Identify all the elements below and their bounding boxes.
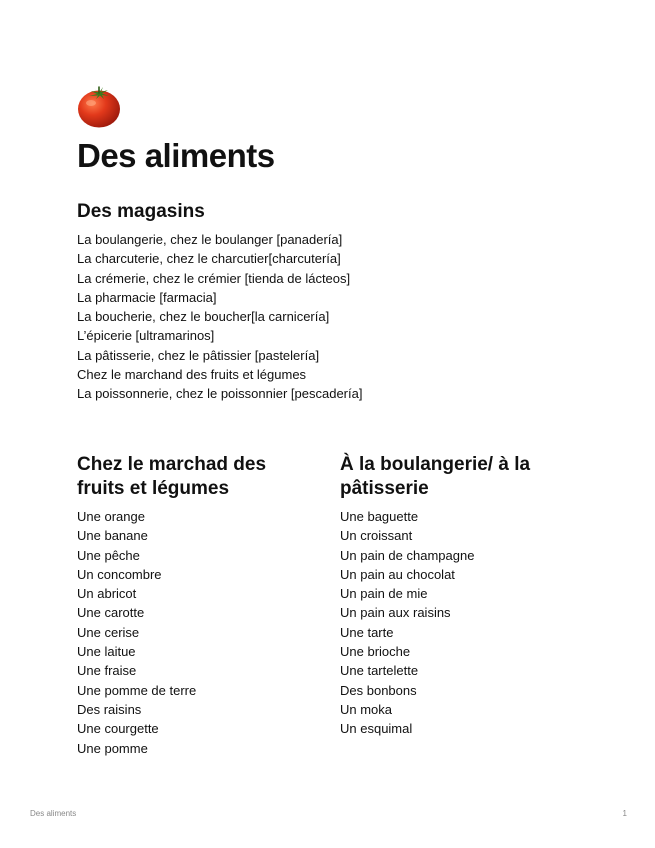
list-item: Une carotte <box>77 605 145 621</box>
list-item: Un moka <box>340 701 393 717</box>
tomato-icon <box>77 85 123 129</box>
fruits-heading-line2: fruits et légumes <box>77 478 230 499</box>
list-item: Un pain aux raisins <box>340 605 451 621</box>
list-item: La charcuterie, chez le charcutier[charcutería] <box>77 251 341 267</box>
list-item: Une pomme de terre <box>77 682 197 698</box>
list-item: Une orange <box>77 509 145 524</box>
fruits-heading-line1: Chez le marchad des <box>77 454 267 475</box>
list-item: Une banane <box>77 528 148 544</box>
fruits-list <box>77 507 317 758</box>
fruits-heading <box>77 453 317 501</box>
footer-document-title: Des aliments <box>30 809 77 818</box>
list-item: Un concombre <box>77 566 162 582</box>
list-item: Une laitue <box>77 644 136 660</box>
shops-heading: Des magasins <box>77 201 205 222</box>
list-item: La boucherie, chez le boucher[la carnicería] <box>77 309 330 325</box>
list-item: Des bonbons <box>340 682 417 698</box>
list-item: Une fraise <box>77 663 137 679</box>
list-item: Un pain de champagne <box>340 547 475 563</box>
list-item: Un abricot <box>77 586 137 602</box>
list-item: L’épicerie [ultramarinos] <box>77 328 215 344</box>
shops-section <box>77 200 597 404</box>
page-title: Des aliments <box>77 137 275 174</box>
list-item: Une brioche <box>340 644 411 660</box>
bakery-heading-line1: À la boulangerie/ à la <box>340 454 531 475</box>
list-item: La crémerie, chez le crémier [tienda de lácteos] <box>77 270 351 286</box>
list-item: Une pomme <box>77 740 148 756</box>
list-item: La poissonnerie, chez le poissonnier [pescadería] <box>77 386 363 402</box>
bakery-section <box>340 453 580 739</box>
list-item: Un croissant <box>340 528 413 544</box>
list-item: Un pain au chocolat <box>340 566 455 582</box>
list-item: Une baguette <box>340 509 419 524</box>
list-item: Une cerise <box>77 624 140 640</box>
shops-list <box>77 230 597 404</box>
list-item: Une tartelette <box>340 663 419 679</box>
list-item: Des raisins <box>77 701 142 717</box>
list-item: Une tarte <box>340 624 394 640</box>
list-item: Une courgette <box>77 721 159 737</box>
list-item: La pharmacie [farmacia] <box>77 289 217 305</box>
bakery-heading <box>340 453 580 501</box>
list-item: Une pêche <box>77 547 140 563</box>
list-item: Chez le marchand des fruits et légumes <box>77 367 307 383</box>
bakery-list <box>340 507 580 739</box>
footer-page-number: 1 <box>622 809 627 818</box>
list-item: Un esquimal <box>340 721 413 737</box>
list-item: Un pain de mie <box>340 586 428 602</box>
list-item: La pâtisserie, chez le pâtissier [pastelería] <box>77 347 320 363</box>
fruits-vegetables-section <box>77 453 317 758</box>
bakery-heading-line2: pâtisserie <box>340 478 429 499</box>
list-item: La boulangerie, chez le boulanger [panadería] <box>77 232 343 247</box>
